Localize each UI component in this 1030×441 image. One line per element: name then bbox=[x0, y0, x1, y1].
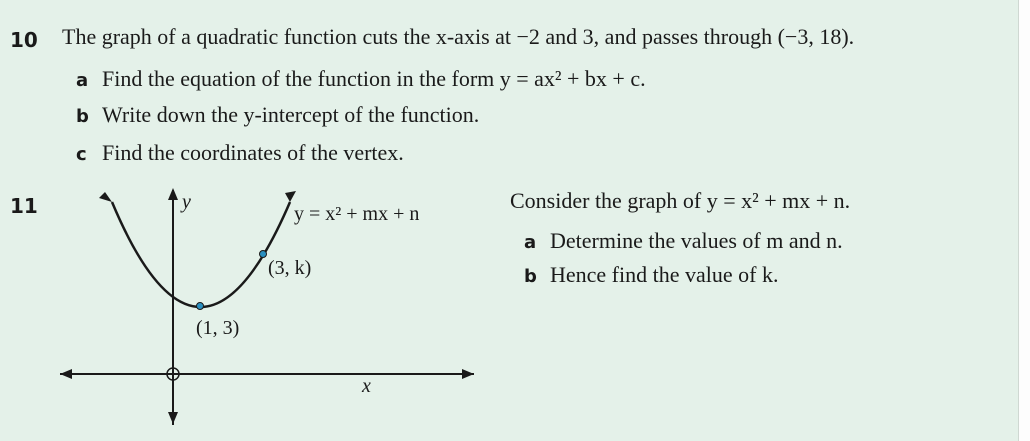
page-edge bbox=[1018, 0, 1030, 441]
point-label-vertex: (1, 3) bbox=[196, 317, 240, 339]
y-axis-arrow-down bbox=[168, 412, 178, 424]
parabola-graph bbox=[0, 0, 480, 441]
x-axis-arrow-right bbox=[462, 369, 474, 379]
q10-part-a-text: Find the equation of the function in the form y = ax² + bx + c. bbox=[102, 66, 646, 91]
part-label-a: a bbox=[76, 70, 89, 91]
question-number-11: 11 bbox=[10, 194, 38, 218]
curve-arrow-left bbox=[99, 192, 112, 202]
point-label-3-k: (3, k) bbox=[268, 257, 312, 279]
q10-part-b-text: Write down the y-intercept of the function. bbox=[102, 102, 480, 127]
point-vertex bbox=[197, 303, 204, 310]
q11-part-b bbox=[524, 262, 778, 288]
part-label-b: b bbox=[76, 106, 89, 127]
q11-part-a-text: Determine the values of m and n. bbox=[550, 228, 843, 253]
part-label-c: c bbox=[76, 144, 87, 165]
point-3-k bbox=[260, 251, 267, 258]
q11-part-b-text: Hence find the value of k. bbox=[550, 262, 779, 287]
x-axis-arrow-left bbox=[60, 369, 72, 379]
part-label-b: b bbox=[524, 266, 537, 287]
curve-equation-label: y = x² + mx + n bbox=[294, 203, 420, 225]
q10-part-c-text: Find the coordinates of the vertex. bbox=[102, 140, 404, 165]
y-axis-arrow-up bbox=[168, 188, 178, 200]
x-axis-label: x bbox=[362, 375, 371, 397]
q10-stem: The graph of a quadratic function cuts the x-axis at −2 and 3, and passes through (−3, 18). bbox=[62, 24, 855, 49]
q11-stem: Consider the graph of y = x² + mx + n. bbox=[510, 188, 851, 213]
y-axis-label: y bbox=[182, 191, 191, 213]
q11-part-a bbox=[524, 228, 843, 254]
part-label-a: a bbox=[524, 232, 537, 253]
question-number-10: 10 bbox=[10, 28, 38, 52]
curve-arrow-right bbox=[285, 191, 296, 202]
